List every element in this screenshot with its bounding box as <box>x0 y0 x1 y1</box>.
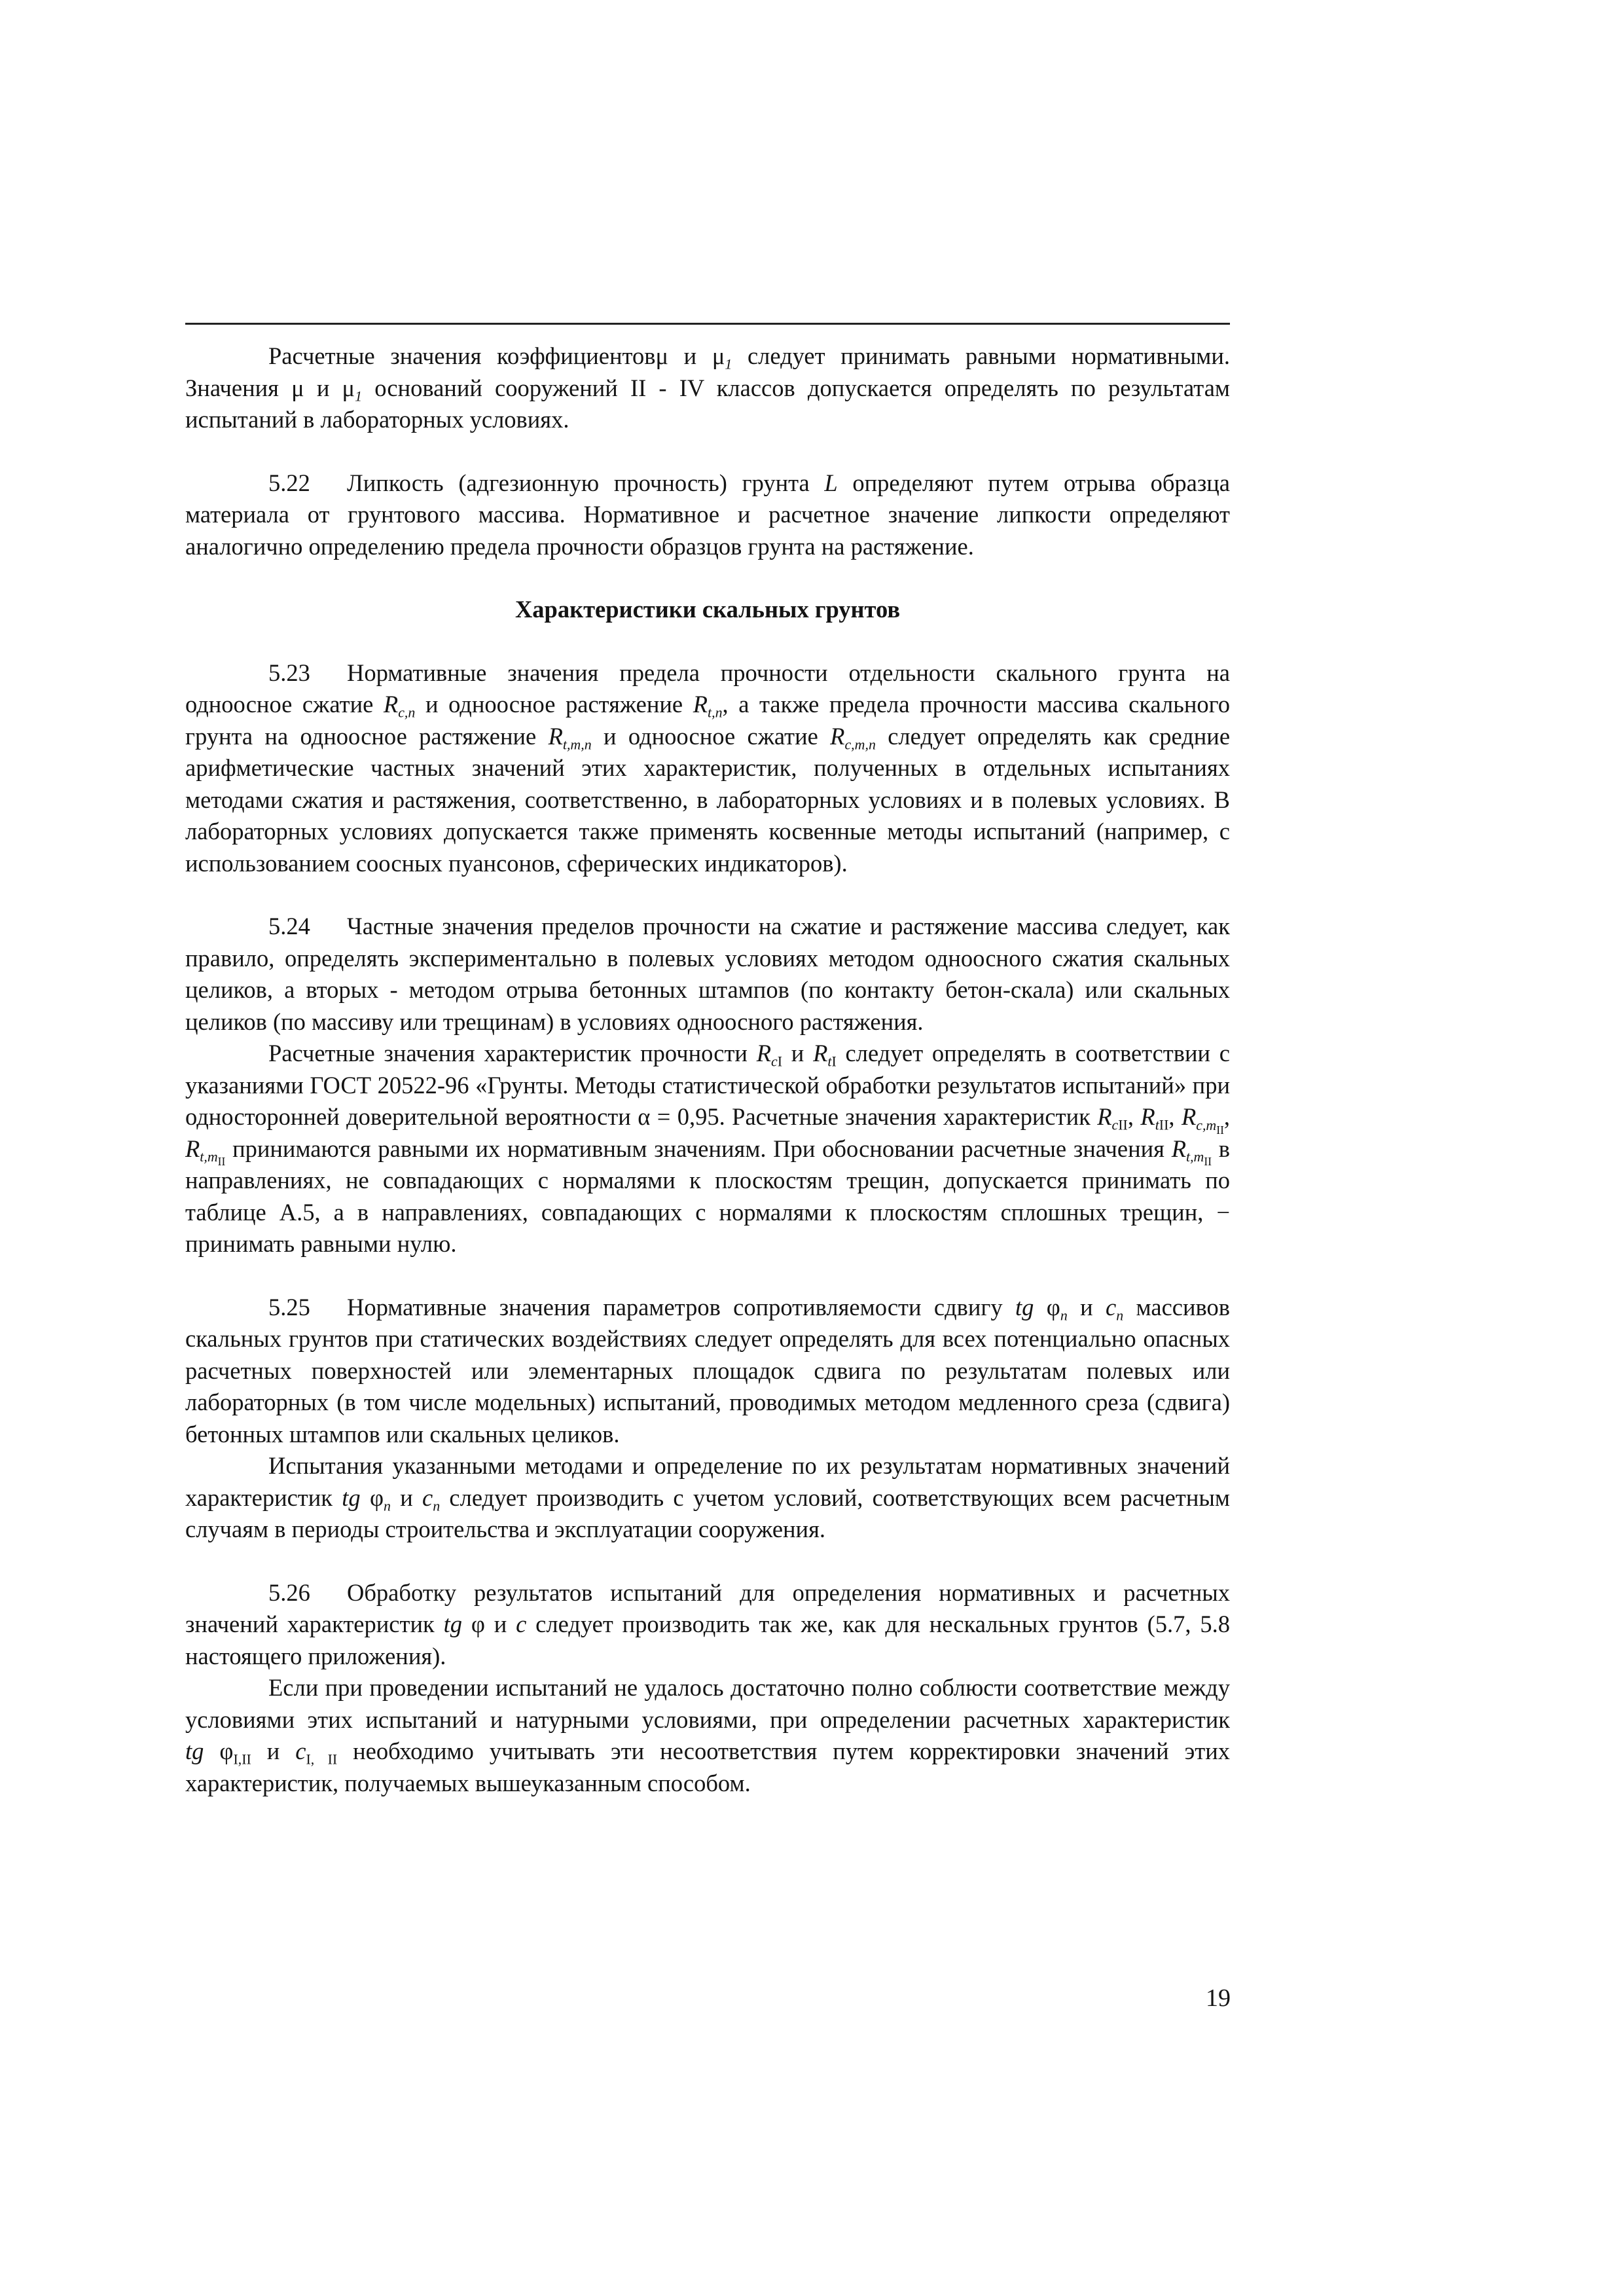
paragraph-5-26: 5.26 Обработку результатов испытаний для определения нормативных и расчетных значений характеристик tg φ и c следует производить так же, как для нескальных грунтов (5.7, 5.8 настоящего приложения). <box>185 1577 1230 1673</box>
clause-number: 5.24 <box>268 913 310 939</box>
paragraph-tests: Испытания указанными методами и определение по их результатам нормативных значений характеристик tg $\varphi_n$ и $c_n$ следует производить с учетом условий, соответствующих всем расчетным случаям в периоды строительства и эксплуатации сооружения. <box>185 1452 1230 1542</box>
clause-number: 5.26 <box>268 1578 310 1606</box>
paragraph-correction: Если при проведении испытаний не удалось достаточно полно соблюсти соответствие между условиями этих испытаний и натурными условиями, при определении расчетных характеристик tg $\varphi_{I,II}$ и $c_{I, II}$ необходимо учитывать эти несоответствия путем корректировки значений этих характеристик, получаемых вышеуказанным способом. <box>185 1674 1230 1796</box>
page-number: 19 <box>1206 1984 1231 2012</box>
paragraph-5-24: 5.24 Частные значения пределов прочности на сжатие и растяжение массива следует, как правило, определять экспериментально в полевых условиях методом одноосного сжатия скальных целиков, а вторых - методом отрыва бетонных штампов (по контакту бетон-скала) или скальных целиков (по массиву или трещинам) в условиях одноосного растяжения. <box>185 911 1230 1038</box>
paragraph-5-23: 5.23 Нормативные значения предела прочности отдельности скального грунта на одноосное сжатие $R_{c,n}$ и одноосное растяжение $R_{t,n}$, а также предела прочности массива скального грунта на одноосное растяжение $R_{t,m,n}$ и одноосное сжатие $R_{c,m,n}$ следует определять как средние арифметические частных значений этих характеристик, полученных в отдельных испытаниях методами сжатия и растяжения, соответственно, в лабораторных условиях и в полевых условиях. В лабораторных условиях допускается также применять косвенные методы испытаний (например, с использованием соосных пуансонов, сферических индикаторов). <box>185 657 1230 880</box>
header-rule <box>185 323 1230 325</box>
paragraph-5-25: 5.25 Нормативные значения параметров сопротивляемости сдвигу tg $\varphi_n$ и $c_n$ массивов скальных грунтов при статических воздействиях следует определять для всех потенциально опасных расчетных поверхностей или элементарных площадок сдвига по результатам полевых или лабораторных (в том числе модельных) испытаний, проводимых методом медленного среза (сдвига) бетонных штампов или скальных целиков. <box>185 1292 1230 1451</box>
paragraph-coefficients: Расчетные значения коэффициентовμ и $\mu_1$ следует принимать равными нормативными. Значения μ и $\mu_1$ оснований сооружений II - IV классов допускается определять по результатам испытаний в лабораторных условиях. <box>185 342 1230 433</box>
clause-number: 5.25 <box>268 1293 310 1321</box>
clause-number: 5.23 <box>268 659 310 686</box>
section-heading: Характеристики скальных грунтов <box>514 596 901 623</box>
clause-number: 5.22 <box>268 469 310 496</box>
paragraph-design-values: Расчетные значения характеристик прочности $R_{cI}$ и $R_{tI}$ следует определять в соответствии с указаниями ГОСТ 20522-96 «Грунты. Методы статистической обработки результатов испытаний» при односторонней доверительной вероятности α = 0,95. Расчетные значения характеристик $R_{cII}$, $R_{tII}$, $R_{c,m_{II}}$, $R_{t,m_{II}}$ принимаются равными их нормативным значениям. При обосновании расчетные значения $R_{t,m_{II}}$ в направлениях, не совпадающих с нормалями к плоскостям трещин, допускается принимать по таблице А.5, а в направлениях, совпадающих с нормалями к плоскостям сплошных трещин, − принимать равными нулю. <box>185 1040 1231 1257</box>
paragraph-5-22: 5.22 Липкость (адгезионную прочность) грунта L определяют путем отрыва образца материала от грунтового массива. Нормативное и расчетное значение липкости определяют аналогично определению предела прочности образцов грунта на растяжение. <box>185 467 1230 563</box>
page-body <box>185 340 1230 1799</box>
